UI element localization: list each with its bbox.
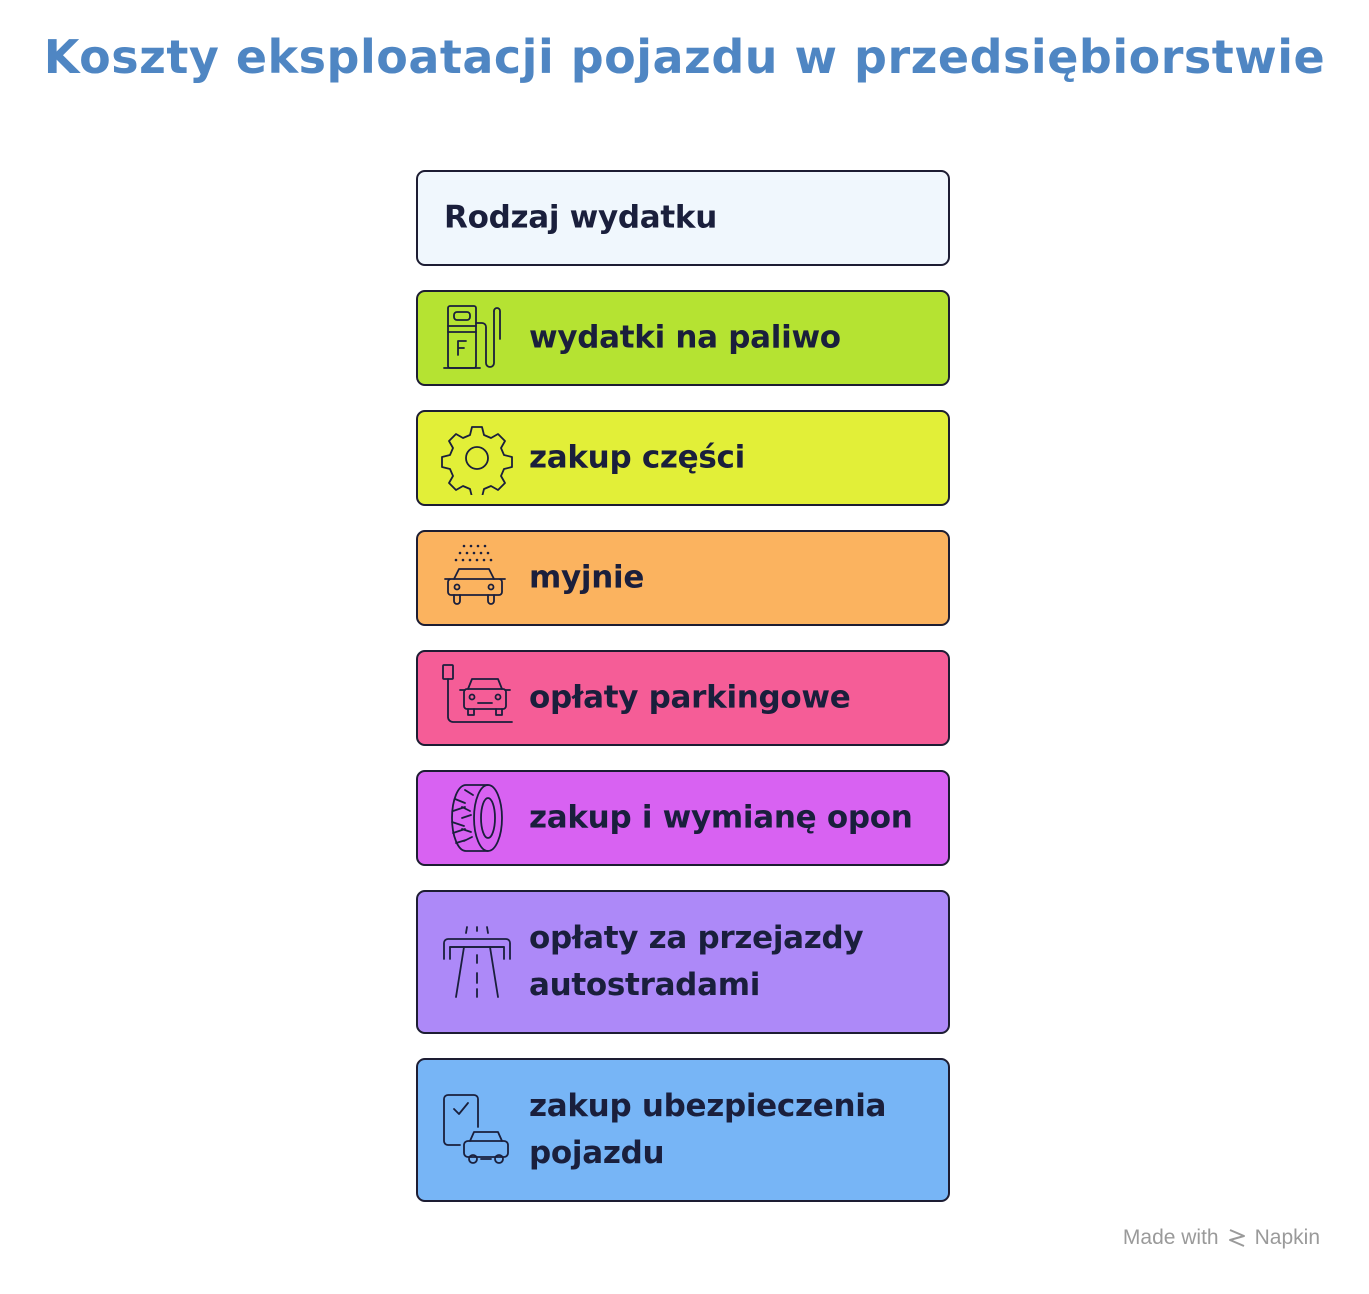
car-wash-icon	[440, 541, 514, 615]
header-card	[416, 170, 950, 266]
list-item-label: opłaty parkingowe	[529, 679, 851, 716]
fuel-pump-icon	[440, 301, 514, 375]
brand-text: Napkin	[1254, 1226, 1320, 1249]
list-item-fuel	[416, 290, 950, 386]
list-item-label: zakup ubezpieczenia pojazdu	[529, 1088, 887, 1171]
list-item-car-wash	[416, 530, 950, 626]
list-item-label: opłaty za przejazdy autostradami	[529, 920, 864, 1003]
tire-icon	[440, 781, 514, 855]
list-item-parts	[416, 410, 950, 506]
car-insurance-icon	[440, 1093, 514, 1167]
list-item-label: zakup i wymianę opon	[529, 799, 913, 836]
list-item-label: wydatki na paliwo	[529, 319, 841, 356]
list-item-label: myjnie	[529, 559, 645, 596]
highway-toll-icon	[440, 925, 514, 999]
napkin-footer	[1123, 1226, 1320, 1250]
list-item-insurance	[416, 1058, 950, 1202]
list-item-parking	[416, 650, 950, 746]
parking-car-icon	[440, 661, 514, 735]
list-item-label: zakup części	[529, 439, 745, 476]
napkin-logo-icon	[1227, 1227, 1247, 1249]
page-title: Koszty eksploatacji pojazdu w przedsiębiorstwie	[43, 30, 1326, 84]
list-item-highway	[416, 890, 950, 1034]
header-label: Rodzaj wydatku	[444, 199, 717, 236]
made-with-text: Made with	[1122, 1226, 1219, 1249]
gear-icon	[440, 421, 514, 495]
list-item-tires	[416, 770, 950, 866]
